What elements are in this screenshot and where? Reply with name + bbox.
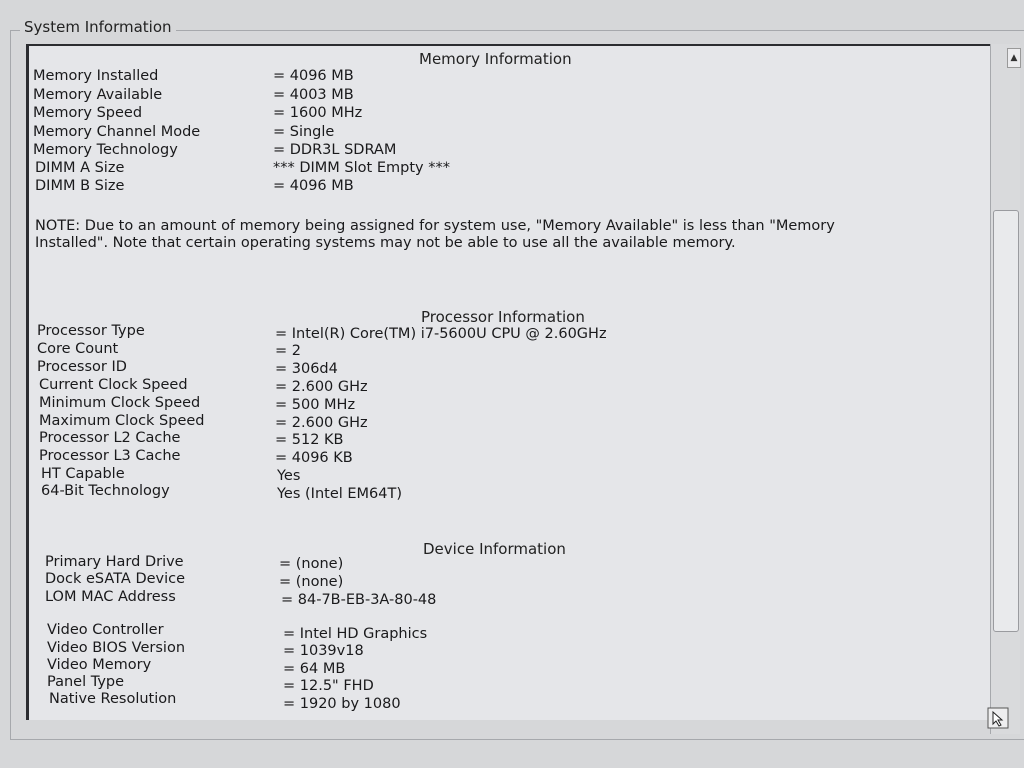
processor-row-value: = 4096 KB (275, 450, 353, 466)
processor-section-title: Processor Information (421, 308, 585, 326)
arrow-up-icon[interactable]: ▲ (1007, 48, 1021, 68)
group-title: System Information (20, 18, 176, 36)
device-row-value: = 12.5" FHD (283, 678, 374, 694)
device-row-value: = Intel HD Graphics (283, 626, 428, 642)
processor-row-label: Processor L2 Cache (39, 430, 181, 446)
scroll-thumb[interactable] (993, 210, 1019, 632)
device-row-value: = (none) (279, 556, 344, 572)
memory-row-label: Memory Installed (33, 68, 159, 84)
device-row-label: Video Controller (47, 622, 164, 638)
info-panel[interactable] (26, 44, 990, 720)
processor-row-label: Current Clock Speed (39, 377, 188, 393)
memory-section-title: Memory Information (419, 50, 572, 68)
memory-row-value: = 4096 MB (273, 68, 354, 84)
processor-row-value: = 2 (275, 343, 301, 359)
memory-row-label: Memory Speed (33, 105, 143, 121)
memory-row-label: DIMM A Size (35, 160, 125, 176)
memory-row-value: = 4096 MB (273, 178, 354, 194)
processor-row-label: 64-Bit Technology (41, 483, 170, 499)
memory-note: NOTE: Due to an amount of memory being assigned for system use, "Memory Available" is less than "Memory Installed". Note that certain operating systems may not be able to use all the available memory. (35, 218, 835, 251)
processor-row-value: = 2.600 GHz (275, 415, 368, 431)
memory-row-value: *** DIMM Slot Empty *** (273, 160, 450, 176)
processor-row-label: HT Capable (41, 466, 125, 482)
processor-row-label: Processor L3 Cache (39, 448, 181, 464)
vertical-scrollbar[interactable] (990, 44, 1020, 734)
memory-row-value: = Single (273, 124, 335, 140)
processor-row-value: = 500 MHz (275, 397, 356, 413)
processor-row-value: = Intel(R) Core(TM) i7-5600U CPU @ 2.60GHz (275, 326, 607, 342)
device-row-value: = 1039v18 (283, 643, 364, 659)
memory-row-label: Memory Technology (33, 142, 178, 158)
device-section-title: Device Information (423, 540, 566, 558)
resize-cursor-icon (986, 706, 1010, 730)
processor-row-value: = 512 KB (275, 432, 344, 448)
processor-row-label: Processor Type (37, 323, 145, 339)
processor-row-label: Core Count (37, 341, 119, 357)
device-row-value: = (none) (279, 574, 344, 590)
processor-row-value: Yes (277, 468, 301, 484)
device-row-label: Primary Hard Drive (45, 554, 184, 570)
device-row-label: Video Memory (47, 657, 152, 673)
memory-row-value: = DDR3L SDRAM (273, 142, 397, 158)
processor-row-value: = 2.600 GHz (275, 379, 368, 395)
processor-row-value: = 306d4 (275, 361, 338, 377)
device-row-label: Native Resolution (49, 691, 177, 707)
device-row-label: Panel Type (47, 674, 125, 690)
device-row-value: = 64 MB (283, 661, 346, 677)
memory-row-value: = 4003 MB (273, 87, 354, 103)
memory-row-label: DIMM B Size (35, 178, 125, 194)
processor-row-value: Yes (Intel EM64T) (277, 486, 403, 502)
device-row-value: = 1920 by 1080 (283, 696, 401, 712)
device-row-label: Video BIOS Version (47, 640, 186, 656)
memory-row-label: Memory Channel Mode (33, 124, 201, 140)
device-row-value: = 84-7B-EB-3A-80-48 (281, 592, 437, 608)
processor-row-label: Maximum Clock Speed (39, 413, 205, 429)
processor-row-label: Minimum Clock Speed (39, 395, 201, 411)
memory-row-label: Memory Available (33, 87, 163, 103)
processor-row-label: Processor ID (37, 359, 127, 375)
device-row-label: LOM MAC Address (45, 589, 176, 605)
device-row-label: Dock eSATA Device (45, 571, 186, 587)
memory-row-value: = 1600 MHz (273, 105, 363, 121)
